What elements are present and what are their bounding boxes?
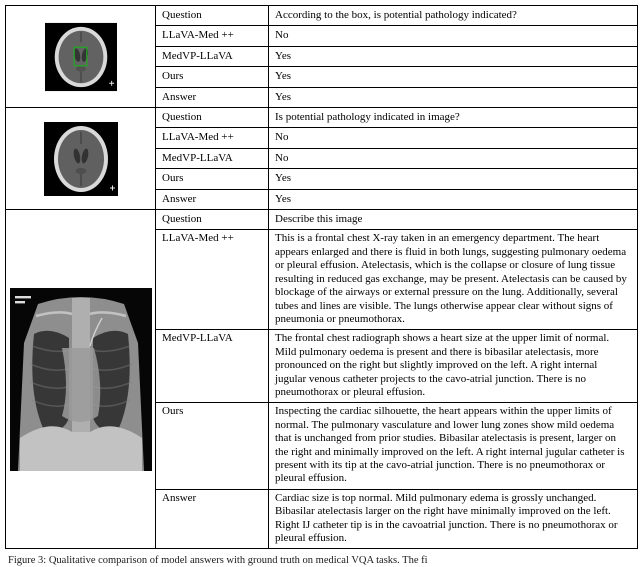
answer-text-cell: Yes xyxy=(269,87,638,107)
model-label-cell: LLaVA-Med ++ xyxy=(156,230,269,330)
table-row xyxy=(6,210,638,230)
model-label-cell: MedVP-LLaVA xyxy=(156,330,269,403)
model-label-cell: LLaVA-Med ++ xyxy=(156,128,269,148)
answer-text-cell: Cardiac size is top normal. Mild pulmonary edema is grossly unchanged. Bibasilar atelectasis larger on the right have minimally improved on the left. Right IJ catheter tip is in the cavoatrial junction. There is no pneumothorax or pleural effusion. xyxy=(269,489,638,549)
model-label-cell: MedVP-LLaVA xyxy=(156,46,269,66)
answer-text-cell: Is potential pathology indicated in image? xyxy=(269,108,638,128)
answer-text-cell: Yes xyxy=(269,67,638,87)
qualitative-comparison-table xyxy=(5,5,638,549)
model-label-cell: Question xyxy=(156,210,269,230)
answer-text-cell: According to the box, is potential pathology indicated? xyxy=(269,6,638,26)
answer-text-cell: This is a frontal chest X-ray taken in an emergency department. The heart appears enlarged and there is fluid in both lungs, suggesting pulmonary oedema or pleural effusion. Atelectasis, which is the collapse or closure of lung tissue resulting in reduced gas exchange, may be present. Atelectasis can be caused by blockage of the airways or external pressure on the lung. Additionally, several tubes and lines are visible. The lungs otherwise appear clear without signs of pneumonia or pneumothorax. xyxy=(269,230,638,330)
answer-text-cell: The frontal chest radiograph shows a heart size at the upper limit of normal. Mild pulmonary oedema is present and there is bibasilar atelectasis, more pronounced on the right but slightly improved on the left. A right internal jugular venous catheter projects to the cavo-atrial junction. There is no pneumothorax or pleural effusion. xyxy=(269,330,638,403)
brain-ct-illustration xyxy=(44,122,118,196)
model-label-cell: Answer xyxy=(156,489,269,549)
answer-text-cell: Inspecting the cardiac silhouette, the heart appears within the upper limits of normal. The pulmonary vasculature and lower lung zones show mild oedema that is unchanged from prior studies. Bibasilar atelectasis is present, larger on the right and minimally improved on the left. A right internal jugular catheter is present with its tip at the cavo-atrial junction. There is no pneumothorax or pleural effusion. xyxy=(269,403,638,489)
answer-text-cell: No xyxy=(269,148,638,168)
answer-text-cell: Yes xyxy=(269,169,638,189)
brain-ct-image xyxy=(6,108,156,210)
model-label-cell: Answer xyxy=(156,189,269,209)
answer-text-cell: No xyxy=(269,128,638,148)
figure-caption: Figure 3: Qualitative comparison of model answers with ground truth on medical VQA tasks. The fi xyxy=(8,555,428,567)
model-label-cell: Ours xyxy=(156,169,269,189)
model-label-cell: LLaVA-Med ++ xyxy=(156,26,269,46)
brain-ct-annotated-image xyxy=(6,6,156,108)
model-label-cell: Question xyxy=(156,108,269,128)
model-label-cell: Ours xyxy=(156,403,269,489)
chest-xray-image xyxy=(6,210,156,549)
answer-text-cell: No xyxy=(269,26,638,46)
table-row xyxy=(6,6,638,26)
chest-xray-illustration xyxy=(10,288,152,471)
answer-text-cell: Yes xyxy=(269,46,638,66)
answer-text-cell: Describe this image xyxy=(269,210,638,230)
model-label-cell: MedVP-LLaVA xyxy=(156,148,269,168)
answer-text-cell: Yes xyxy=(269,189,638,209)
model-label-cell: Question xyxy=(156,6,269,26)
model-label-cell: Ours xyxy=(156,67,269,87)
model-label-cell: Answer xyxy=(156,87,269,107)
brain-ct-with-box-illustration xyxy=(45,22,117,92)
table-row xyxy=(6,108,638,128)
